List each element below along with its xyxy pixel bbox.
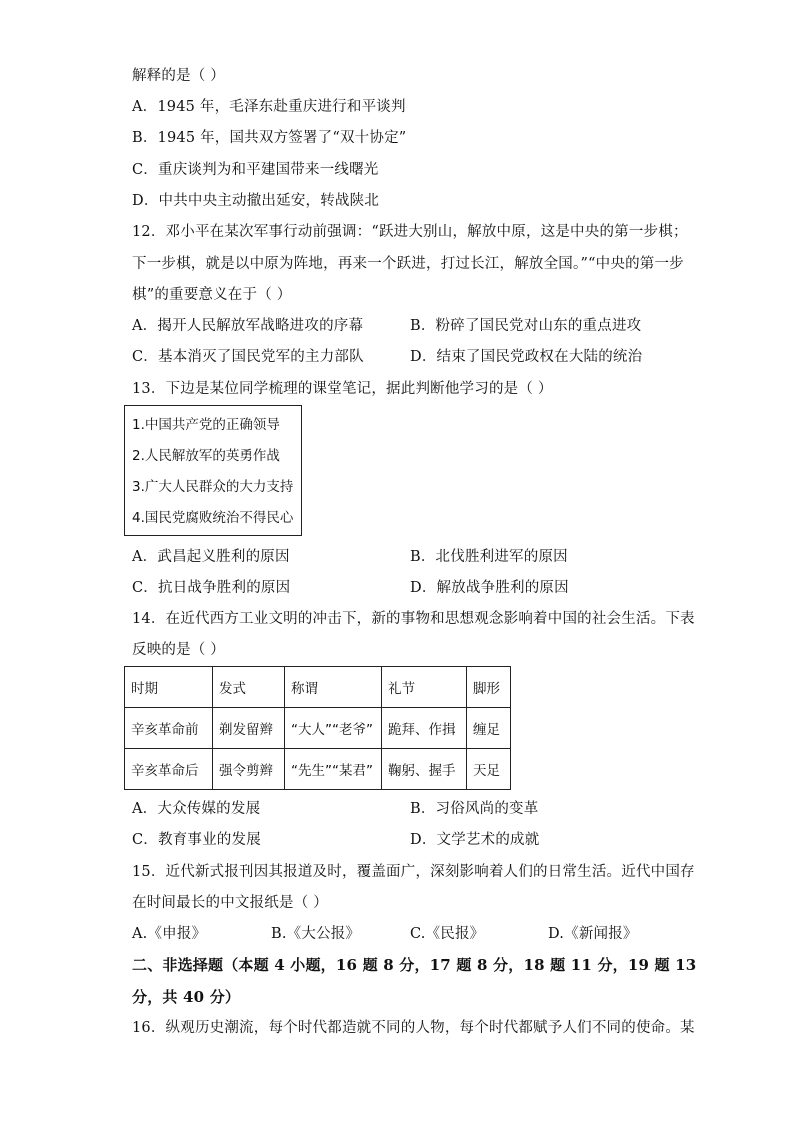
- q13-note-4: 4.国民党腐败统治不得民心: [132, 510, 294, 526]
- q14-customs-table: [124, 666, 511, 790]
- q13-note-3: 3.广大人民群众的大力支持: [132, 479, 294, 495]
- q14-option-d: D．文学艺术的成就: [410, 832, 540, 848]
- q13-stem: 13．下边是某位同学梳理的课堂笔记，据此判断他学习的是（ ）: [132, 381, 553, 397]
- table-row: [125, 749, 511, 790]
- q13-option-c: C．抗日战争胜利的原因: [132, 580, 291, 596]
- q13-option-b: B．北伐胜利进军的原因: [410, 549, 568, 565]
- section-heading-line2: 分，共 40 分）: [132, 988, 241, 1006]
- table-header-cell: 脚形: [467, 667, 511, 708]
- q11-option-a: A．1945 年，毛泽东赴重庆进行和平谈判: [132, 99, 406, 115]
- q13-note-2: 2.人民解放军的英勇作战: [132, 448, 280, 464]
- q16-stem-line1: 16．纵观历史潮流，每个时代都造就不同的人物，每个时代都赋予人们不同的使命。某: [132, 1020, 695, 1036]
- q12-option-a: A．揭开人民解放军战略进攻的序幕: [132, 318, 364, 334]
- table-header-cell: 发式: [213, 667, 285, 708]
- table-header-row: [125, 667, 511, 708]
- table-header-cell: 称谓: [285, 667, 382, 708]
- table-cell: 强令剪辫: [213, 749, 285, 790]
- q13-option-a: A．武昌起义胜利的原因: [132, 549, 290, 565]
- table-cell: 跪拜、作揖: [382, 708, 467, 749]
- q14-option-c: C．教育事业的发展: [132, 832, 261, 848]
- table-cell: 鞠躬、握手: [382, 749, 467, 790]
- q11-stem-tail: 解释的是（ ）: [132, 68, 226, 84]
- q11-option-d: D．中共中央主动撤出延安，转战陕北: [132, 193, 380, 209]
- table-cell: “先生”“某君”: [285, 749, 382, 790]
- q13-note-1: 1.中国共产党的正确领导: [132, 417, 280, 433]
- table-cell: 缠足: [467, 708, 511, 749]
- q12-option-d: D．结束了国民党政权在大陆的统治: [410, 349, 643, 365]
- q13-notes-box: [124, 405, 302, 536]
- q12-option-c: C．基本消灭了国民党军的主力部队: [132, 349, 364, 365]
- q12-stem-line1: 12．邓小平在某次军事行动前强调：“跃进大别山，解放中原，这是中央的第一步棋；: [132, 224, 688, 240]
- table-header-cell: 礼节: [382, 667, 467, 708]
- table-cell: 辛亥革命后: [125, 749, 213, 790]
- q12-option-b: B．粉碎了国民党对山东的重点进攻: [410, 318, 642, 334]
- q14-option-a: A．大众传媒的发展: [132, 801, 261, 817]
- table-cell: 辛亥革命前: [125, 708, 213, 749]
- q11-option-c: C．重庆谈判为和平建国带来一线曙光: [132, 162, 379, 178]
- q12-stem-line2: 下一步棋，就是以中原为阵地，再来一个跃进，打过长江，解放全国。”“中央的第一步: [132, 256, 684, 272]
- q14-stem-line2: 反映的是（ ）: [132, 642, 226, 658]
- table-row: [125, 708, 511, 749]
- table-cell: 天足: [467, 749, 511, 790]
- table-header-cell: 时期: [125, 667, 213, 708]
- q11-option-b: B．1945 年，国共双方签署了“双十协定”: [132, 130, 407, 146]
- q15-option-b: B.《大公报》: [271, 926, 361, 942]
- q15-stem-line1: 15．近代新式报刊因其报道及时，覆盖面广，深刻影响着人们的日常生活。近代中国存: [132, 864, 695, 880]
- q14-stem-line1: 14．在近代西方工业文明的冲击下，新的事物和思想观念影响着中国的社会生活。下表: [132, 611, 695, 627]
- q12-stem-line3: 棋”的重要意义在于（ ）: [132, 287, 292, 303]
- q15-option-d: D.《新闻报》: [548, 926, 638, 942]
- table-cell: “大人”“老爷”: [285, 708, 382, 749]
- q15-stem-line2: 在时间最长的中文报纸是（ ）: [132, 895, 328, 911]
- q15-option-a: A.《申报》: [132, 926, 207, 942]
- table-cell: 剃发留辫: [213, 708, 285, 749]
- q15-option-c: C.《民报》: [410, 926, 485, 942]
- q14-option-b: B．习俗风尚的变革: [410, 801, 539, 817]
- q13-option-d: D．解放战争胜利的原因: [410, 580, 569, 596]
- section-heading-line1: 二、非选择题（本题 4 小题，16 题 8 分，17 题 8 分，18 题 11 分，19 题 13: [132, 956, 697, 974]
